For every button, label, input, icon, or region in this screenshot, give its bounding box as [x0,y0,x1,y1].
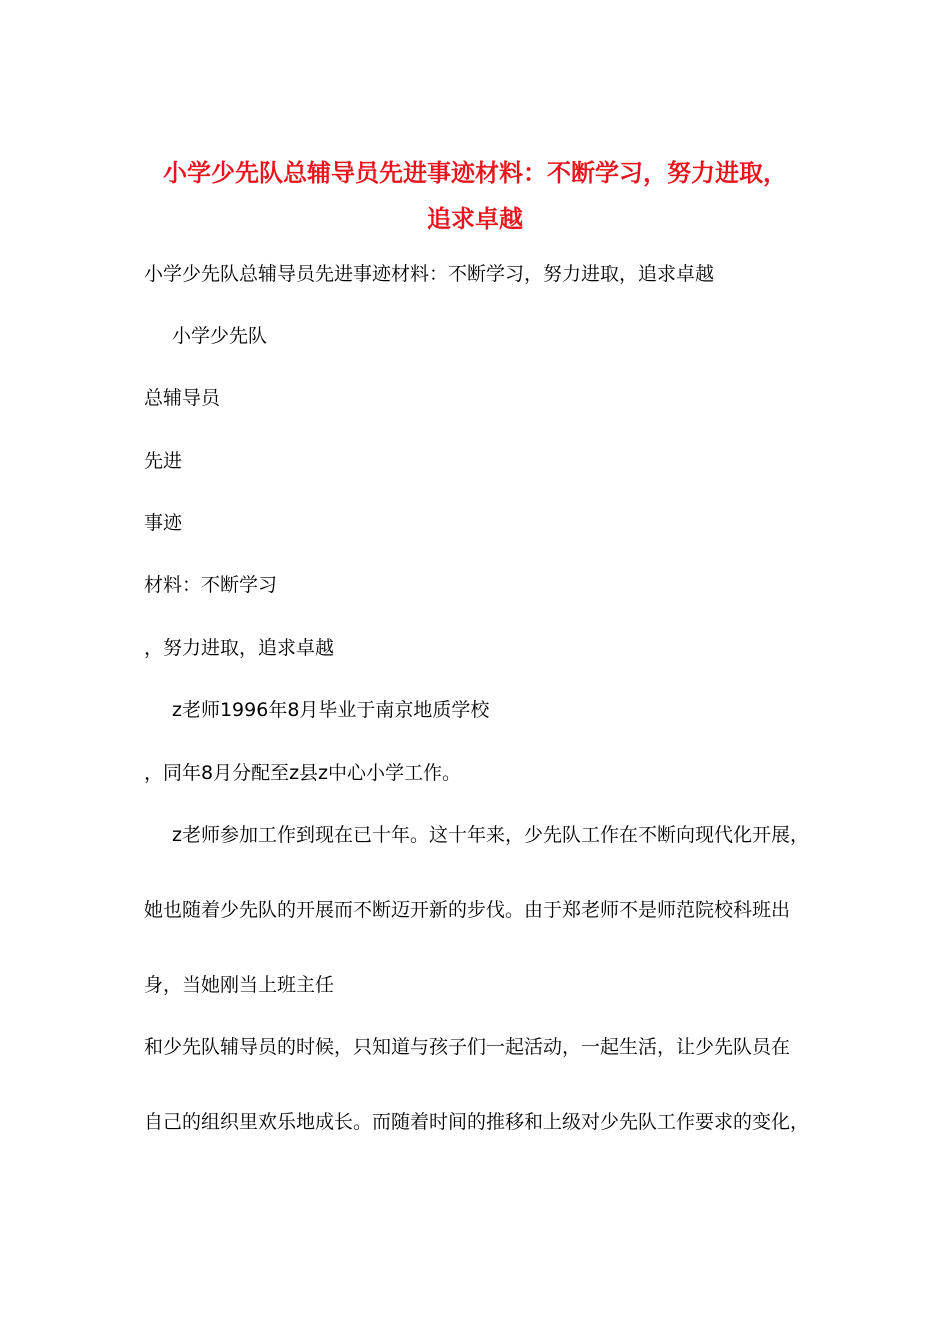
body-line: ，努力进取，追求卓越 [144,637,335,659]
body-line: 小学少先队 [172,325,268,347]
body-line: z老师参加工作到现在已十年。这十年来，少先队工作在不断向现代化开展， [172,824,809,846]
body-line: 事迹 [144,512,183,534]
document-title-line-2: 追求卓越 [427,204,523,233]
body-line: 材料：不断学习 [144,574,278,596]
body-line: 自己的组织里欢乐地成长。而随着时间的推移和上级对少先队工作要求的变化， [144,1111,810,1133]
body-line: 小学少先队总辅导员先进事迹材料：不断学习，努力进取，追求卓越 [144,263,715,285]
body-line: z老师1996年8月毕业于南京地质学校 [172,699,490,721]
body-line: 总辅导员 [144,387,221,409]
body-line: 她也随着少先队的开展而不断迈开新的步伐。由于郑老师不是师范院校科班出 [144,899,791,921]
body-line: 和少先队辅导员的时候，只知道与孩子们一起活动，一起生活，让少先队员在 [144,1036,791,1058]
body-line: 身，当她刚当上班主任 [144,974,335,996]
document-title-line-1: 小学少先队总辅导员先进事迹材料：不断学习，努力进取， [163,158,787,187]
body-line: ，同年8月分配至z县z中心小学工作。 [144,762,462,784]
body-line: 先进 [144,450,183,472]
